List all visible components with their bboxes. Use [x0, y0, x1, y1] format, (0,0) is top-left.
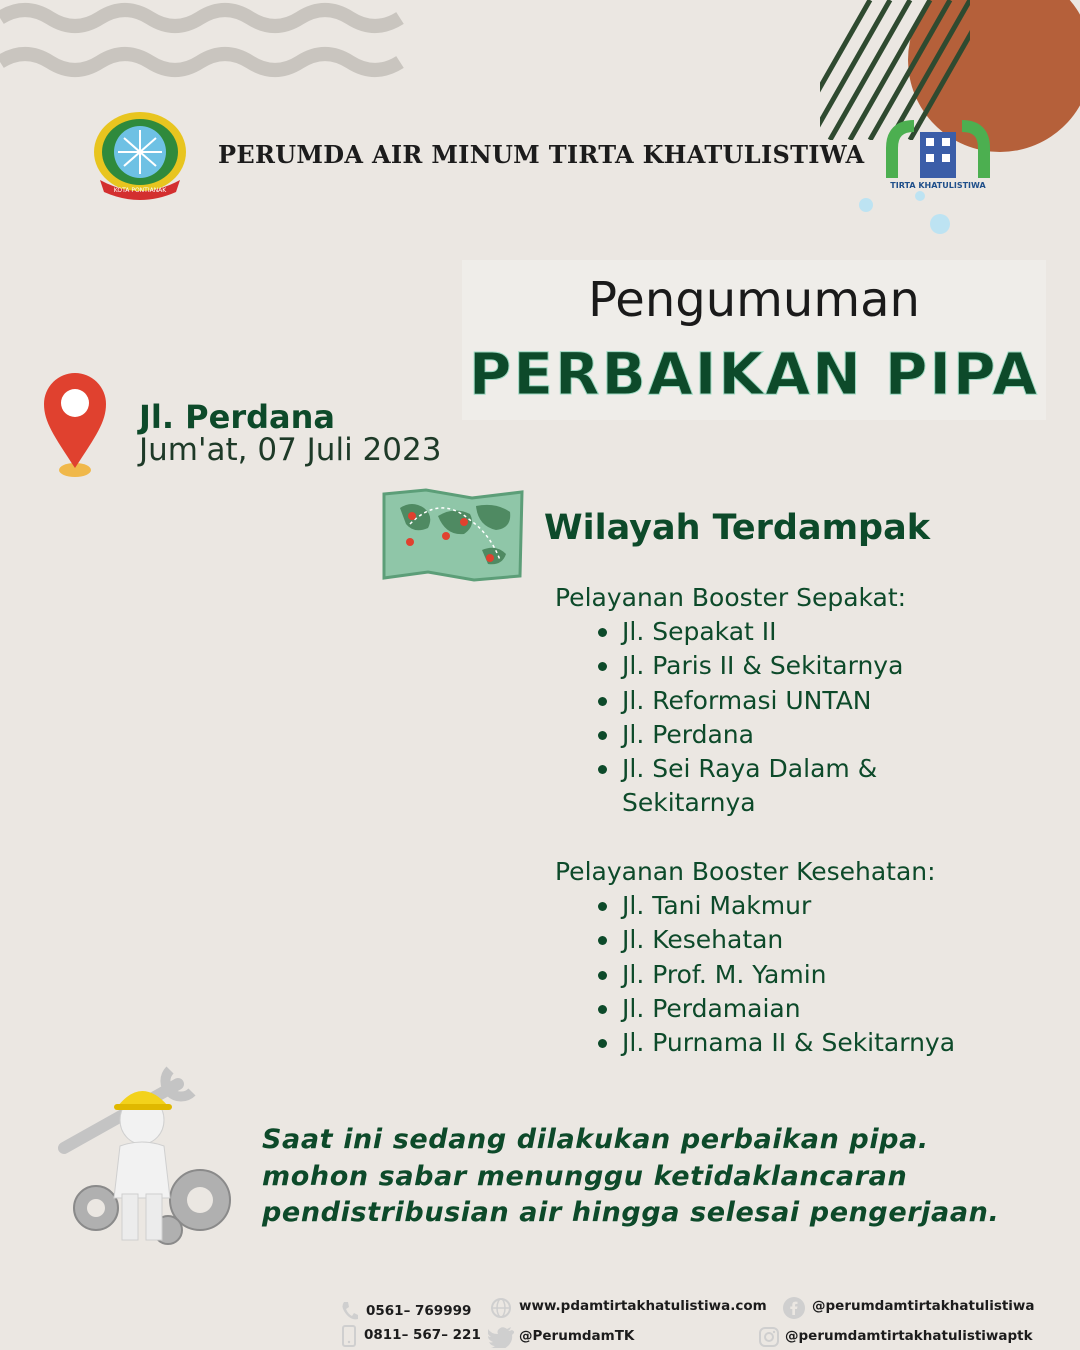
notice-line: Saat ini sedang dilakukan perbaikan pipa. — [262, 1124, 929, 1155]
mobile-phone-icon — [342, 1325, 356, 1347]
tirta-logo-icon — [886, 118, 990, 192]
footer-mobile: 0811– 567– 221 — [364, 1327, 481, 1343]
list-item: Jl. Sepakat II — [598, 615, 1018, 649]
list-item: Jl. Sei Raya Dalam & Sekitarnya — [598, 752, 922, 821]
list-item: Jl. Prof. M. Yamin — [598, 958, 1018, 992]
instagram-icon — [758, 1326, 780, 1348]
group-title-kesehatan: Pelayanan Booster Kesehatan: — [555, 857, 936, 886]
footer-twitter[interactable]: @PerumdamTK — [519, 1328, 635, 1344]
list-item: Jl. Perdana — [598, 718, 1018, 752]
location-date: Jum'at, 07 Juli 2023 — [139, 432, 442, 468]
list-item: Jl. Kesehatan — [598, 923, 1018, 957]
list-sepakat — [598, 615, 1018, 821]
globe-icon — [490, 1297, 512, 1319]
notice-text — [262, 1122, 1042, 1232]
worker-with-wrench-icon — [58, 1060, 238, 1246]
location-pin-icon — [42, 370, 108, 480]
wave-decoration — [0, 0, 410, 90]
list-kesehatan — [598, 889, 1018, 1060]
tirta-logo-label: TIRTA KHATULISTIWA — [890, 181, 986, 190]
location-street: Jl. Perdana — [139, 398, 335, 436]
twitter-icon — [488, 1326, 514, 1348]
list-item: Jl. Paris II & Sekitarnya — [598, 649, 1018, 683]
list-item: Jl. Perdamaian — [598, 992, 1018, 1026]
city-emblem-label: KOTA PONTIANAK — [113, 187, 167, 194]
footer-website[interactable]: www.pdamtirtakhatulistiwa.com — [519, 1298, 767, 1314]
list-item: Jl. Purnama II & Sekitarnya — [598, 1026, 1018, 1060]
title-panel — [462, 260, 1046, 420]
announcement-headline: PERBAIKAN PIPA — [468, 340, 1040, 408]
notice-line: mohon sabar menunggu ketidaklancaran — [262, 1160, 908, 1192]
affected-area-heading: Wilayah Terdampak — [544, 508, 930, 548]
list-item: Jl. Reformasi UNTAN — [598, 684, 1018, 718]
footer-facebook[interactable]: @perumdamtirtakhatulistiwa — [812, 1298, 1035, 1314]
group-title-sepakat: Pelayanan Booster Sepakat: — [555, 583, 907, 612]
announcement-label: Pengumuman — [588, 272, 920, 328]
facebook-icon — [782, 1296, 806, 1320]
map-icon — [380, 488, 526, 584]
footer-instagram[interactable]: @perumdamtirtakhatulistiwaptk — [785, 1328, 1033, 1344]
city-emblem-icon — [88, 108, 192, 204]
list-item: Jl. Tani Makmur — [598, 889, 1018, 923]
phone-icon — [340, 1300, 358, 1322]
footer-phone: 0561– 769999 — [366, 1303, 472, 1319]
organization-name: PERUMDA AIR MINUM TIRTA KHATULISTIWA — [218, 140, 865, 169]
notice-line: pendistribusian air hingga selesai pengerjaan. — [262, 1197, 1000, 1228]
